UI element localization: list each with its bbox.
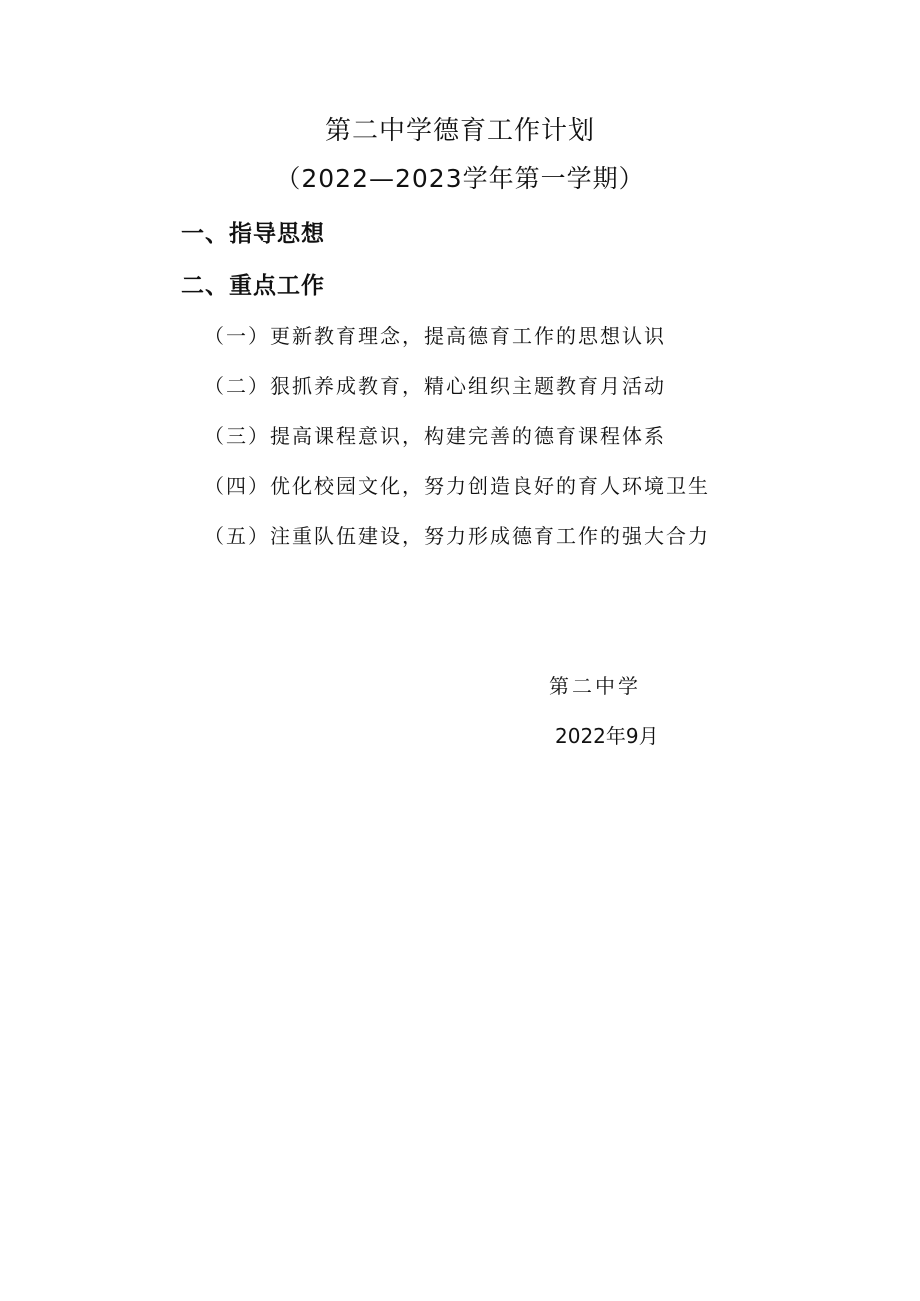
list-item: （二）狠抓养成教育，精心组织主题教育月活动 [204, 374, 666, 398]
signature-date: 2022年9月 [555, 724, 659, 748]
section-heading-key-work: 二、重点工作 [181, 273, 325, 299]
list-item: （三）提高课程意识，构建完善的德育课程体系 [204, 424, 666, 448]
list-item: （一）更新教育理念，提高德育工作的思想认识 [204, 324, 666, 348]
signature-organization: 第二中学 [549, 674, 641, 698]
section-heading-guiding-ideology: 一、指导思想 [181, 221, 325, 247]
list-item: （五）注重队伍建设，努力形成德育工作的强大合力 [204, 524, 710, 548]
document-title: 第二中学德育工作计划 [324, 116, 595, 146]
list-item: （四）优化校园文化，努力创造良好的育人环境卫生 [204, 474, 710, 498]
document-subtitle: （2022—2023学年第一学期） [275, 164, 645, 193]
